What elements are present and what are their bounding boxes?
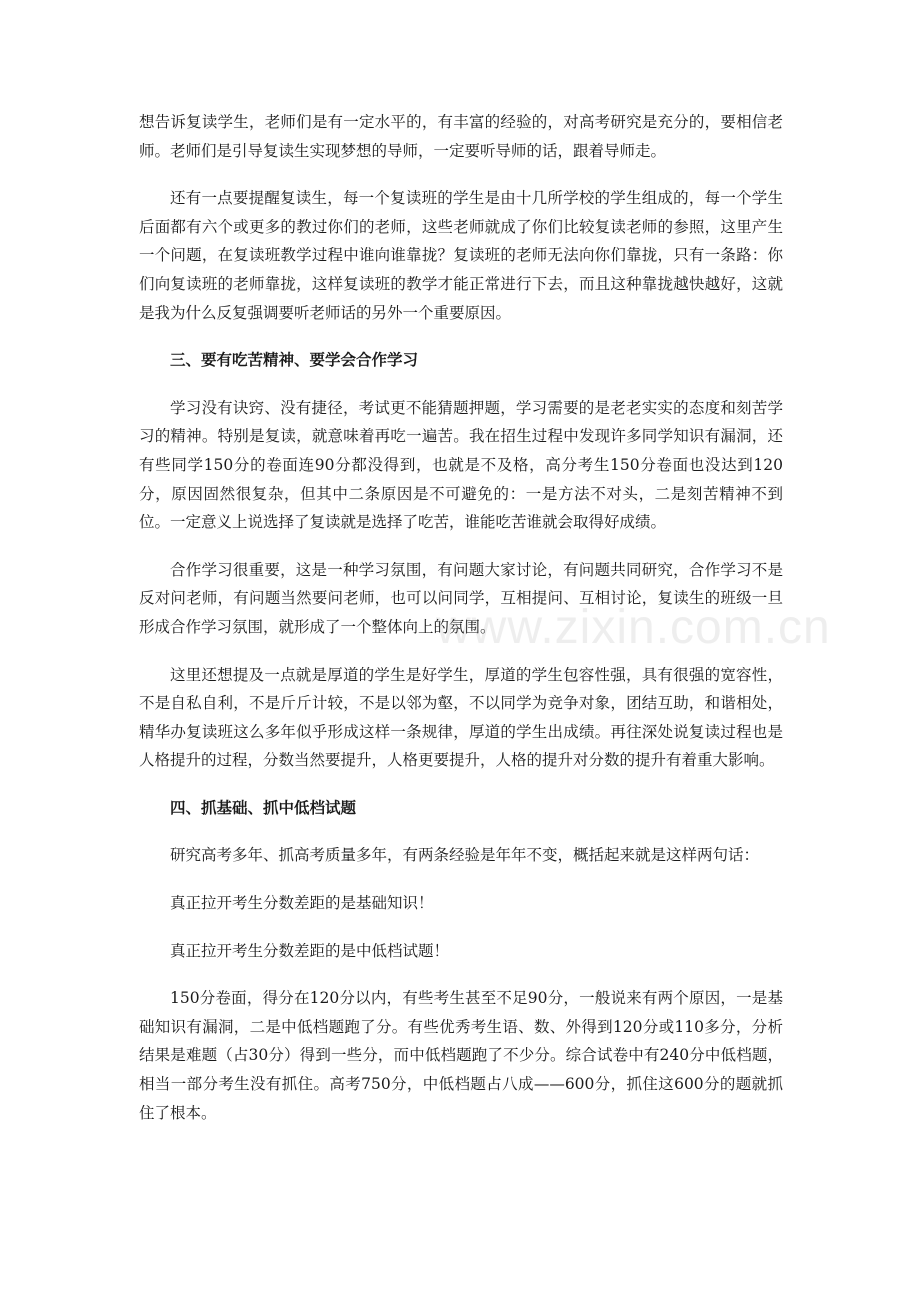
paragraph-7: 真正拉开考生分数差距的是基础知识！ [170, 894, 434, 913]
watermark: www.zixin.com.cn [436, 601, 831, 654]
paragraph-3: 学习没有诀窍、没有捷径，考试更不能猜题押题，学习需要的是老老实实的态度和刻苦学习的精神。特别是复读，就意味着再吃一遍苦。我在招生过程中发现许多同学知识有漏洞，还有些同学150分的卷面连90分都没得到，也就是不及格，高分考生150分卷面也没达到120分，原因固然很复杂，但其中二条原因是不可避免的：一是方法不对头，二是刻苦精神不到位。一定意义上说选择了复读就是选择了吃苦，谁能吃苦谁就会取得好成绩。 [139, 398, 783, 532]
paragraph-6: 研究高考多年、抓高考质量多年，有两条经验是年年不变，概括起来就是这样两句话： [170, 846, 760, 865]
paragraph-5: 这里还想提及一点就是厚道的学生是好学生，厚道的学生包容性强，具有很强的宽容性，不是自私自利，不是斤斤计较，不是以邻为壑，不以同学为竞争对象，团结互助，和谐相处，精华办复读班这么多年似乎形成这样一条规律，厚道的学生出成绩。再往深处说复读过程也是人格提升的过程，分数当然要提升，人格更要提升，人格的提升对分数的提升有着重大影响。 [139, 665, 783, 770]
section-heading-4: 四、抓基础、抓中低档试题 [170, 798, 357, 817]
section-heading-3: 三、要有吃苦精神、要学会合作学习 [170, 351, 419, 370]
paragraph-4: 合作学习很重要，这是一种学习氛围，有问题大家讨论，有问题共同研究，合作学习不是反对问老师，有问题当然要问老师，也可以问同学，互相提问、互相讨论，复读生的班级一旦形成合作学习氛围，就形成了一个整体向上的氛围。 [139, 560, 783, 636]
paragraph-2: 还有一点要提醒复读生，每一个复读班的学生是由十几所学校的学生组成的，每一个学生后面都有六个或更多的教过你们的老师，这些老师就成了你们比较复读老师的参照，这里产生一个问题，在复读班教学过程中谁向谁靠拢？复读班的老师无法向你们靠拢，只有一条路：你们向复读班的老师靠拢，这样复读班的教学才能正常进行下去，而且这种靠拢越快越好，这就是我为什么反复强调要听老师话的另外一个重要原因。 [139, 189, 783, 322]
paragraph-1: 想告诉复读学生，老师们是有一定水平的，有丰富的经验的，对高考研究是充分的，要相信老师。老师们是引导复读生实现梦想的导师，一定要听导师的话，跟着导师走。 [139, 113, 783, 160]
paragraph-9: 150分卷面，得分在120分以内，有些考生甚至不足90分，一般说来有两个原因，一是基础知识有漏洞，二是中低档题跑了分。有些优秀考生语、数、外得到120分或110多分，分析结果是难题（占30分）得到一些分，而中低档题跑了不少分。综合试卷中有240分中低档题，相当一部分考生没有抓住。高考750分，中低档题占八成——600分，抓住这600分的题就抓住了根本。 [139, 989, 783, 1122]
paragraph-8: 真正拉开考生分数差距的是中低档试题！ [170, 941, 450, 960]
document-page [139, 108, 783, 1146]
